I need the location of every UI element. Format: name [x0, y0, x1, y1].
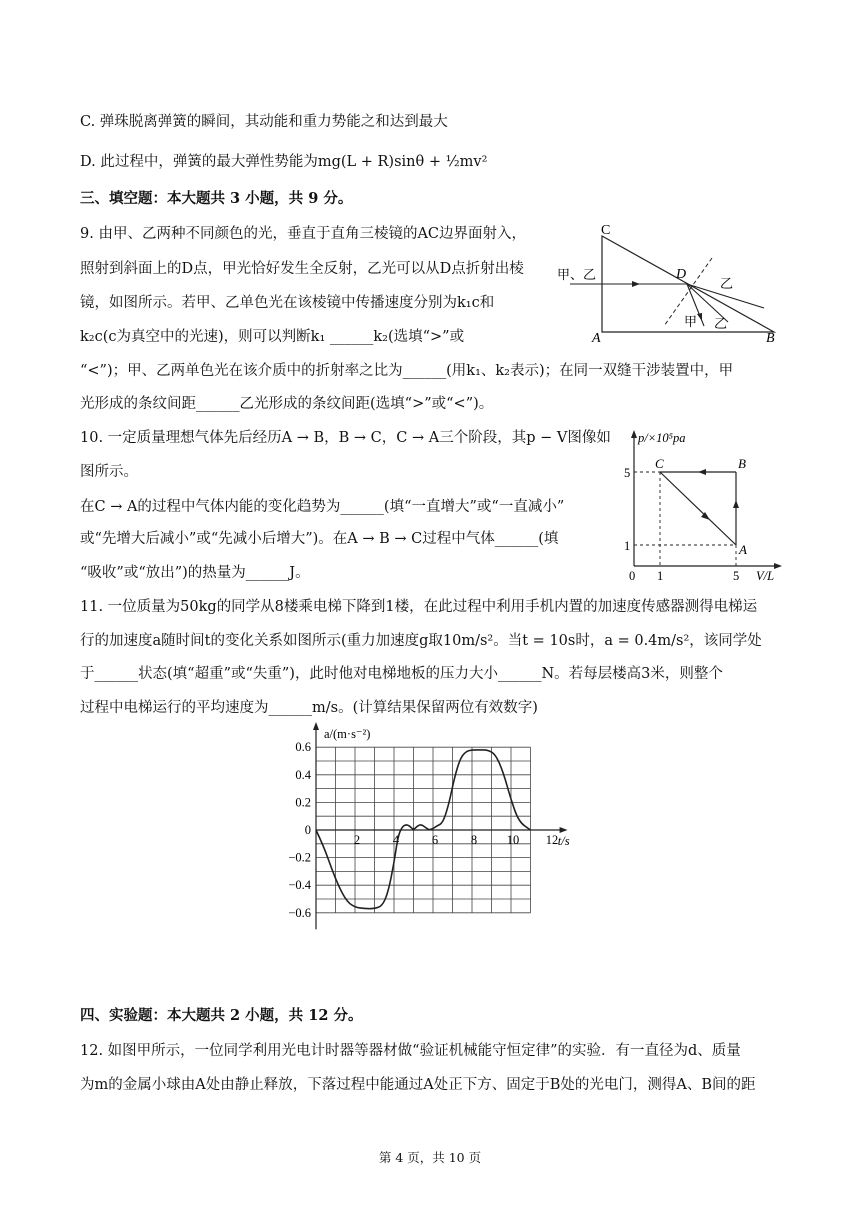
- pv-point-C: C: [655, 456, 664, 471]
- section-heading-experiment: 四、实验题：本大题共 2 小题，共 12 分。: [80, 1007, 363, 1024]
- x-tick-label: 12: [545, 833, 559, 847]
- pv-y-axis-label: p/×10⁵pa: [638, 431, 686, 445]
- q9-line-5: “<”)；甲、乙两单色光在该介质中的折射率之比为______(用k₁、k₂表示)；在同一双缝干涉装置中，甲: [80, 363, 734, 379]
- y-tick-label: 0: [304, 823, 311, 837]
- q9-line-3: 镜，如图所示。若甲、乙单色光在该棱镜中传播速度分别为k₁c和: [80, 295, 495, 311]
- q11-line-4: 过程中电梯运行的平均速度为______m/s。(计算结果保留两位有效数字): [80, 700, 538, 716]
- label-C: C: [601, 223, 611, 238]
- q9-line-1: 9. 由甲、乙两种不同颜色的光，垂直于直角三棱镜的AC边界面射入，: [80, 226, 527, 242]
- x-tick-label: 10: [506, 833, 520, 847]
- y-tick-label: 0.4: [295, 767, 311, 782]
- q9-line-4: k₂c(c为真空中的光速)，则可以判断k₁ ______k₂(选填“>”或: [80, 329, 465, 345]
- reflected-arrow: [697, 313, 702, 321]
- q11-line-3: 于______状态(填“超重”或“失重”)，此时他对电梯地板的压力大小______N。若每层楼高3米，则整个: [80, 666, 723, 682]
- q12-line-2: 为m的金属小球由A处由静止释放，下落过程中能通过A处正下方、固定于B处的光电门，测得A、B间的距: [80, 1077, 756, 1093]
- chart-x-axis-label: t/s: [557, 834, 570, 848]
- pv-tick-p5: 5: [624, 466, 631, 480]
- y-tick-label: 0.6: [295, 740, 311, 755]
- y-tick-label: −0.4: [288, 878, 311, 893]
- chart-y-axis-label: a/(m·s⁻²): [324, 727, 371, 741]
- pv-tick-origin: 0: [629, 569, 636, 583]
- pv-point-A: A: [739, 542, 747, 557]
- q10-line-1: 10. 一定质量理想气体先后经历A → B，B → C，C → A三个阶段，其p − V图像如: [80, 430, 611, 446]
- label-jia-yi-incident: 甲、乙: [557, 268, 597, 283]
- q12-line-1: 12. 如图甲所示，一位同学利用光电计时器等器材做“验证机械能守恒定律”的实验．有一直径为d、质量: [80, 1043, 741, 1059]
- q9-line-6: 光形成的条纹间距______乙光形成的条纹间距(选填“>”或“<”)。: [80, 396, 494, 412]
- label-B: B: [766, 331, 775, 344]
- q11-line-1: 11. 一位质量为50kg的同学从8楼乘电梯下降到1楼，在此过程中利用手机内置的加速度传感器测得电梯运: [80, 599, 758, 615]
- q9-line-2: 照射到斜面上的D点，甲光恰好发生全反射，乙光可以从D点折射出棱: [80, 261, 524, 277]
- label-jia-reflected: 甲: [684, 315, 698, 330]
- y-axis-arrow: [313, 722, 319, 730]
- pv-arrow-A-B: [733, 500, 739, 508]
- q10-line-3: 在C → A的过程中气体内能的变化趋势为______(填“一直增大”或“一直减小”: [80, 499, 565, 515]
- q10-line-2: 图所示。: [80, 464, 138, 480]
- pv-tick-v5: 5: [733, 569, 740, 583]
- incident-arrow: [632, 281, 640, 287]
- q11-line-2: 行的加速度a随时间t的变化关系如图所示(重力加速度g取10m/s²。当t = 10s时，a = 0.4m/s²，该同学处: [80, 633, 762, 649]
- x-axis-arrow: [560, 827, 568, 833]
- chart-axes: [313, 722, 568, 929]
- y-tick-label: −0.6: [288, 905, 311, 920]
- option-d: D. 此过程中，弹簧的最大弹性势能为mg(L + R)sinθ + ½mv²: [80, 154, 488, 170]
- section-heading-fill-in: 三、填空题：本大题共 3 小题，共 9 分。: [80, 190, 353, 207]
- y-tick-label: −0.2: [288, 850, 311, 865]
- label-yi-reflected: 乙: [714, 317, 728, 332]
- x-tick-label: 8: [470, 833, 478, 847]
- prism-figure: [552, 222, 792, 344]
- x-tick-label: 2: [353, 833, 361, 847]
- pv-tick-v1: 1: [657, 569, 664, 583]
- option-c: C. 弹珠脱离弹簧的瞬间，其动能和重力势能之和达到最大: [80, 114, 448, 130]
- label-D: D: [676, 267, 687, 282]
- pv-x-arrow: [774, 563, 782, 569]
- x-tick-label: 6: [431, 833, 439, 847]
- q10-line-4: 或“先增大后减小”或“先减小后增大”)。在A → B → C过程中气体______(填: [80, 531, 559, 547]
- pv-diagram: [616, 426, 788, 584]
- y-tick-label: 0.2: [295, 795, 311, 810]
- q10-line-5: “吸收”或“放出”)的热量为______J。: [80, 565, 310, 581]
- label-yi-refracted: 乙: [720, 277, 734, 292]
- x-tick-label: 4: [392, 833, 400, 847]
- page-footer: 第 4 页，共 10 页: [378, 1150, 482, 1165]
- pv-y-arrow: [631, 430, 637, 438]
- pv-tick-p1: 1: [624, 539, 631, 553]
- pv-path-C-A: [660, 472, 736, 545]
- pv-x-axis-label: V/L: [756, 569, 775, 583]
- label-A: A: [592, 331, 601, 344]
- pv-arrow-B-C: [698, 469, 706, 475]
- pv-point-B: B: [738, 456, 746, 471]
- acceleration-chart: [272, 722, 592, 942]
